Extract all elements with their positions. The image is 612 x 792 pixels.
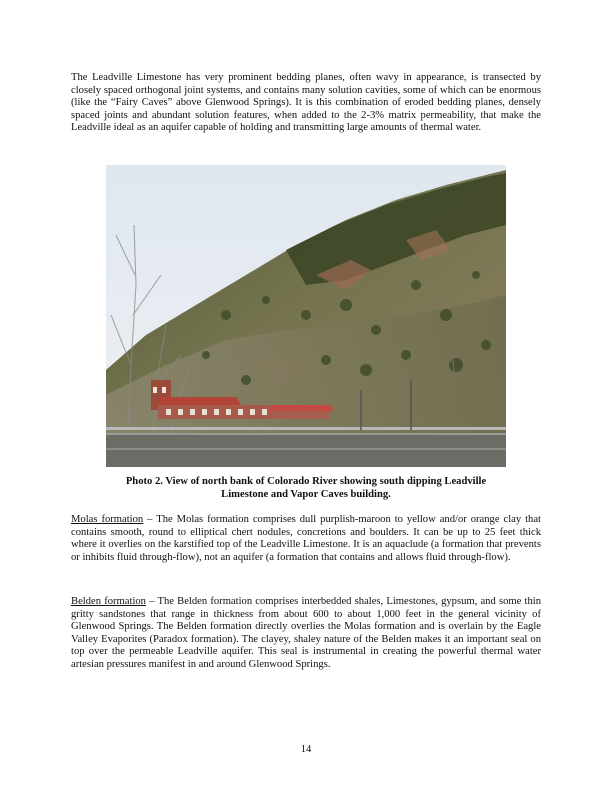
molas-formation-heading: Molas formation xyxy=(71,514,144,525)
molas-formation-body: – The Molas formation comprises dull purplish-maroon to yellow and/or orange clay that contains smooth, round to elliptical chert nodules, concretions and boulders. It can be up to 25 feet thick where it overlies on the karstified top of the Leadville Limestone. It is an aquaclude (a formation that prevents or inhibits fluid through-flow), not an aquifer (a formation that contains and allows fluid through-flow). xyxy=(71,514,541,563)
belden-formation-body: – The Belden formation comprises interbedded shales, Limestones, gypsum, and some thin gritty sandstones that range in thickness from about 600 to about 1,000 feet in the general vicinity of Glenwood Springs. The Belden formation directly overlies the Molas formation and is overlain by the Eagle Valley Evaporites (Paradox formation). The clayey, shaley nature of the Belden makes it an important seal on top over the permeable Leadville aquifer. This seal is instrumental in creating the powerful thermal water artesian pressures manifest in and around Glenwood Springs. xyxy=(71,596,541,670)
photo-caption xyxy=(71,475,541,501)
paragraph-belden-formation xyxy=(71,596,541,672)
belden-formation-heading: Belden formation xyxy=(71,596,146,607)
photo-north-bank-colorado-river xyxy=(106,165,506,467)
paragraph-leadville-limestone: The Leadville Limestone has very prominent bedding planes, often wavy in appearance, is transected by closely spaced orthogonal joint systems, and contains many solution cavities, some of which can be enormous (like the “Fairy Caves” above Glenwood Springs). It is this combination of eroded bedding planes, densely spaced joints and abundant solution features, when added to the 2-3% matrix permeability, that make the Leadville ideal as an aquifer capable of holding and transmitting large amounts of thermal water. xyxy=(71,72,541,134)
photo-caption-line-2: Limestone and Vapor Caves building. xyxy=(221,489,391,500)
photo-caption-line-1: Photo 2. View of north bank of Colorado River showing south dipping Leadville xyxy=(125,476,487,487)
page-number: 14 xyxy=(300,744,312,755)
paragraph-molas-formation xyxy=(71,514,541,564)
